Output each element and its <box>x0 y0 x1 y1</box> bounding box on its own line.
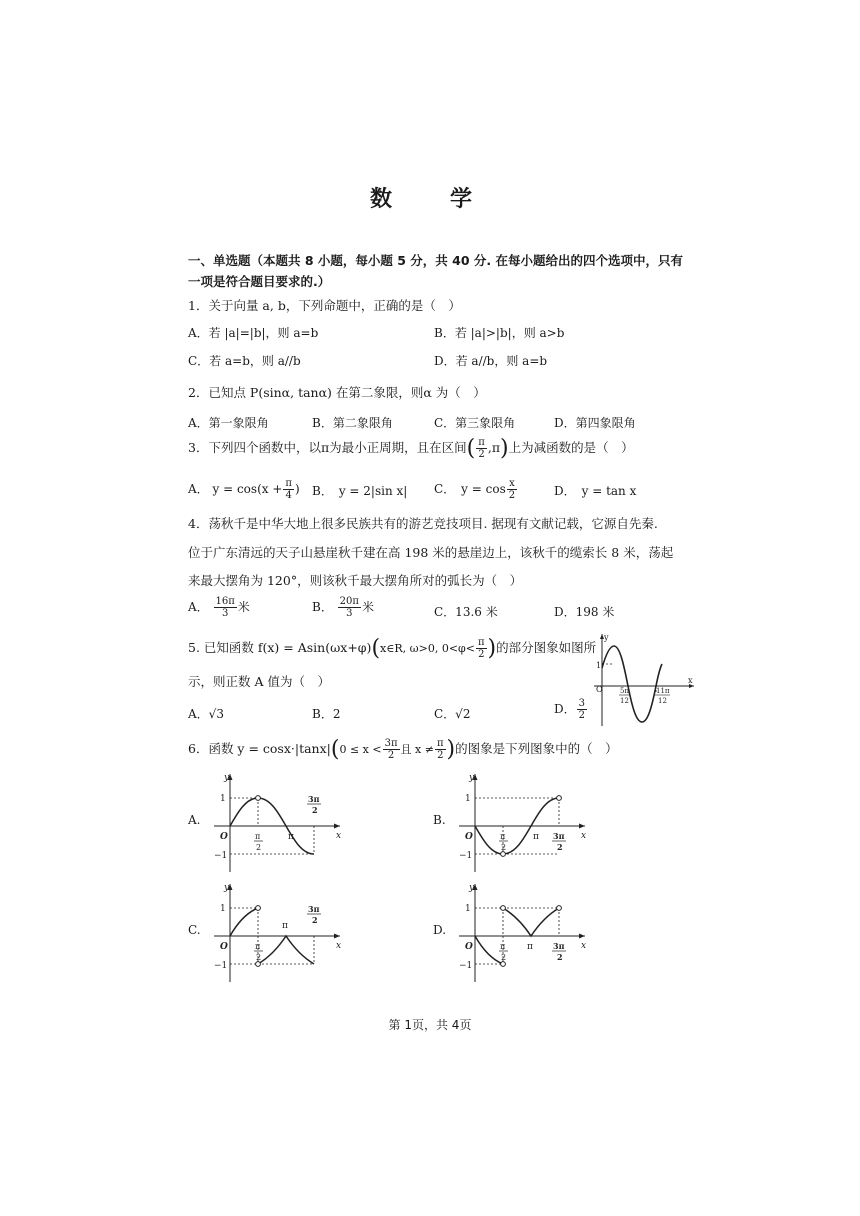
q6-graph-b-open-point <box>501 852 506 857</box>
q2-stem: 2．已知点 P(sinα, tanα) 在第二象限，则α 为（ ） <box>188 385 486 400</box>
x-axis-arrow <box>334 934 340 939</box>
q6-graph-d-axes <box>459 883 586 982</box>
q6-graph-d-curve-1 <box>475 936 506 964</box>
tick-half-pi-den: 2 <box>256 953 262 962</box>
tick-half-pi-num: π <box>500 832 506 841</box>
q3-interval-frac: $\frac{\pi}{2}$ <box>478 437 485 460</box>
tick-pi: π <box>533 832 539 842</box>
q2-option-a: A．第一象限角 <box>188 416 269 430</box>
tick-one: 1 <box>465 904 471 914</box>
tick-three-half-pi-den: 2 <box>557 952 563 962</box>
q6-graph-c <box>200 878 350 986</box>
q3-option-d: D． y = tan x <box>554 484 637 498</box>
q5-one-label: 1 <box>596 661 602 670</box>
q3-stem: 3．下列四个函数中，以π为最小正周期，且在区间( $\frac{\pi}{2}$ ,π)上为减函数的是（ ） <box>188 436 634 461</box>
q2-option-c: C．第三象限角 <box>434 416 516 430</box>
tick-neg-one: −1 <box>214 961 228 971</box>
tick-neg-one: −1 <box>459 961 473 971</box>
q6-option-a-label: A. <box>188 813 201 827</box>
tick-one: 1 <box>465 794 471 804</box>
tick-three-half-pi-num: 3π <box>308 794 320 804</box>
q5-graph <box>590 630 700 730</box>
section-header-line1: 一、单选题（本题共 8 小题，每小题 5 分，共 40 分. 在每小题给出的四个选项中，只有 <box>188 253 684 268</box>
q5-option-d: D． $\frac{3}{2}$ <box>554 698 585 721</box>
q4-option-d: D．198 米 <box>554 605 615 619</box>
q6-graph-d-curve-2 <box>503 908 559 936</box>
x-axis-arrow <box>334 824 340 829</box>
q5-tick1-num: 5π <box>620 687 630 695</box>
q3-stem-b: 上为减函数的是（ ） <box>508 440 634 455</box>
page-footer: 第 1页，共 4页 <box>388 1018 472 1032</box>
tick-three-half-pi-den: 2 <box>312 915 318 925</box>
y-axis-label: y <box>224 883 230 893</box>
page-title: 数 学 <box>369 187 490 212</box>
q4-line2: 位于广东清远的天子山悬崖秋千建在高 198 米的悬崖边上，该秋千的缆索长 8 米，荡起 <box>188 545 674 560</box>
origin-label: O <box>220 942 228 952</box>
q5-x-label: x <box>688 676 693 685</box>
x-axis-label: x <box>336 831 342 841</box>
tick-neg-one: −1 <box>459 851 473 861</box>
q6-graph-c-axes <box>214 883 341 982</box>
origin-label: O <box>220 832 228 842</box>
q4-option-b: B． $\frac{20\pi}{3}$ 米 <box>312 596 374 619</box>
q4-line1: 4．荡秋千是中华大地上很多民族共有的游艺竞技项目. 据现有文献记载，它源自先秦. <box>188 516 658 531</box>
q6-option-c-label: C. <box>188 923 201 937</box>
tick-three-half-pi-den: 2 <box>557 842 563 852</box>
q5-tick1-den: 12 <box>620 697 629 705</box>
q3-option-c: C． y = cos $\frac{x}{2}$ <box>434 478 516 501</box>
x-axis-label: x <box>336 941 342 951</box>
q6-graph-a <box>200 768 350 876</box>
q1-option-d: D．若 a//b，则 a=b <box>434 354 548 368</box>
q4-option-a: A． $\frac{16\pi}{3}$ 米 <box>188 596 250 619</box>
q4-option-c: C．13.6 米 <box>434 605 498 619</box>
tick-pi: π <box>288 832 294 842</box>
q6-graph-a-axes <box>214 773 341 872</box>
q4-line3: 来最大摆角为 120°，则该秋千最大摆角所对的弧长为（ ） <box>188 573 523 588</box>
q6-graph-b-open-point-end <box>557 796 562 801</box>
q5-tick2-num: 11π <box>656 687 670 695</box>
q1-stem: 1．关于向量 a, b，下列命题中，正确的是（ ） <box>188 298 461 313</box>
tick-three-half-pi-num: 3π <box>553 941 565 951</box>
origin-label: O <box>465 832 473 842</box>
tick-half-pi-num: π <box>500 942 506 951</box>
q1-option-c: C．若 a=b，则 a//b <box>188 354 301 368</box>
tick-half-pi-den: 2 <box>501 843 507 852</box>
tick-pi: π <box>527 942 533 952</box>
q3-stem-a: 3．下列四个函数中，以π为最小正周期，且在区间 <box>188 440 467 455</box>
q5-tick2-den: 12 <box>658 697 667 705</box>
tick-one: 1 <box>220 794 226 804</box>
q5-line2: 示，则正数 A 值为（ ） <box>188 674 330 689</box>
q6-option-b-label: B. <box>433 813 446 827</box>
q3-option-b: B． y = 2|sin x| <box>312 484 408 498</box>
q6-stem: 6．函数 y = cosx·|tanx|(0 ≤ x < $\frac{3\pi}{2}$ 且 x ≠ $\frac{\pi}{2}$ )的图象是下列图象中的（ ） <box>188 737 618 762</box>
q6-graph-b-axes <box>459 773 586 872</box>
q6-graph-a-open-point <box>256 796 261 801</box>
q5-stem: 5. 已知函数 f(x) = Asin(ωx+φ)(x∈R, ω>0, 0<φ< $\frac{\pi}{2}$ )的部分图象如图所 <box>188 636 597 661</box>
q1-option-a: A．若 |a|=|b|，则 a=b <box>188 326 319 340</box>
q3-option-a: A． y = cos(x + $\frac{\pi}{4}$ ) <box>188 478 300 501</box>
q5-curve <box>602 646 662 722</box>
origin-label: O <box>465 942 473 952</box>
x-axis-label: x <box>581 941 587 951</box>
q5-y-label: y <box>604 633 609 642</box>
q5-option-b: B．2 <box>312 707 341 721</box>
q6-graph-c-curve-2 <box>258 936 314 964</box>
q2-option-b: B．第二象限角 <box>312 416 393 430</box>
tick-three-half-pi-num: 3π <box>553 831 565 841</box>
y-axis-label: y <box>224 773 230 783</box>
section-header-line2: 一项是符合题目要求的.） <box>188 274 331 289</box>
q6-option-d-label: D. <box>433 923 447 937</box>
q1-option-b: B．若 |a|>|b|，则 a>b <box>434 326 565 340</box>
q3-interval-rest: ,π <box>487 440 501 455</box>
tick-half-pi-den: 2 <box>256 843 262 852</box>
q6-graph-d <box>445 878 595 986</box>
q6-graph-b <box>445 768 595 876</box>
y-axis-label: y <box>469 773 475 783</box>
y-axis-label: y <box>469 883 475 893</box>
tick-pi: π <box>282 921 288 931</box>
tick-one: 1 <box>220 904 226 914</box>
x-axis-arrow <box>579 824 585 829</box>
tick-three-half-pi-den: 2 <box>312 805 318 815</box>
q5-origin-label: O <box>596 685 603 694</box>
tick-half-pi-num: π <box>255 832 261 841</box>
tick-half-pi-num: π <box>255 942 261 951</box>
x-axis-label: x <box>581 831 587 841</box>
q5-option-c: C．√2 <box>434 707 471 721</box>
q6-graph-c-curve-1 <box>230 908 258 936</box>
tick-half-pi-den: 2 <box>501 953 507 962</box>
x-axis-arrow <box>579 934 585 939</box>
q2-option-d: D．第四象限角 <box>554 416 636 430</box>
q5-option-a: A．√3 <box>188 707 224 721</box>
tick-neg-one: −1 <box>214 851 228 861</box>
tick-three-half-pi-num: 3π <box>308 904 320 914</box>
